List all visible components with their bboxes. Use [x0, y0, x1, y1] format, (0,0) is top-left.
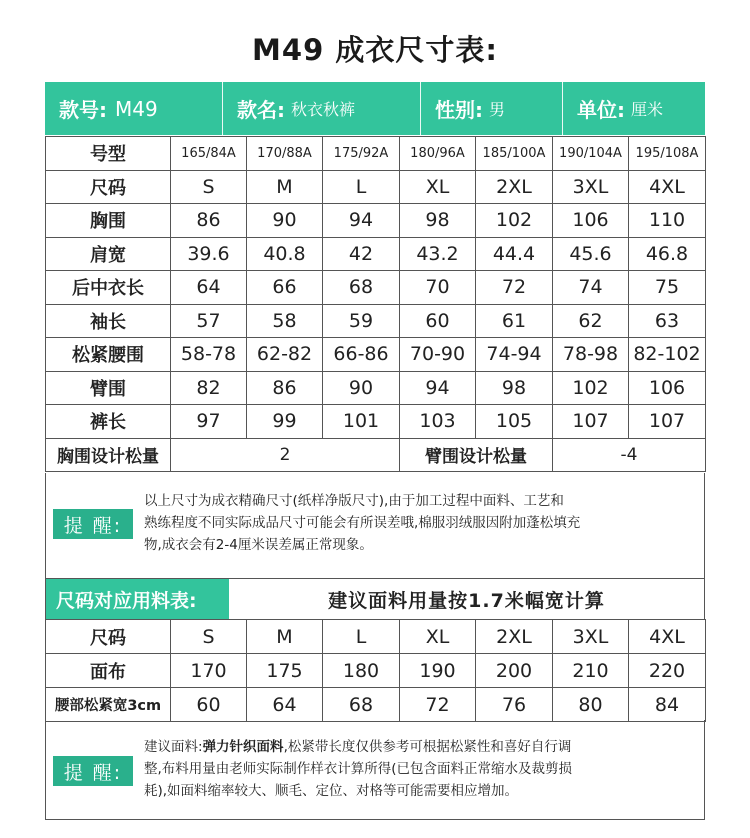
table-row — [46, 405, 706, 439]
row-label: 臂围 — [46, 371, 171, 405]
reminder-text — [144, 490, 580, 556]
row-label: 袖长 — [46, 304, 171, 338]
gender-label: 性别: — [435, 98, 483, 122]
unit-cell — [563, 82, 705, 135]
table-cell: 66-86 — [323, 338, 400, 372]
table-cell: 3XL — [553, 170, 629, 204]
row-label: 尺码 — [46, 170, 171, 204]
table-cell: 76 — [476, 688, 553, 722]
table-cell: 82-102 — [629, 338, 706, 372]
table-cell: 200 — [476, 654, 553, 688]
reminder-box-1 — [45, 473, 705, 579]
row-label: 肩宽 — [46, 237, 171, 271]
table-cell: 70 — [400, 271, 476, 305]
table-cell: XL — [400, 170, 476, 204]
table-cell: 66 — [247, 271, 323, 305]
table-cell: 86 — [171, 204, 247, 238]
table-cell: L — [323, 620, 400, 654]
style-name-cell — [223, 82, 421, 135]
table-cell: M — [247, 170, 323, 204]
table-cell: 99 — [247, 405, 323, 439]
gender-cell — [421, 82, 563, 135]
table-cell: 72 — [476, 271, 553, 305]
table-cell: S — [171, 620, 247, 654]
table-cell: 110 — [629, 204, 706, 238]
reminder-line: 熟练程度不同实际成品尺寸可能会有所误差哦,棉服羽绒服因附加蓬松填充 — [144, 515, 581, 531]
row-label: 松紧腰围 — [46, 338, 171, 372]
table-cell: 42 — [323, 237, 400, 271]
advice-emphasis: 弹力针织面料 — [202, 739, 284, 755]
table-cell: S — [171, 170, 247, 204]
table-cell: 43.2 — [400, 237, 476, 271]
table-cell: 72 — [400, 688, 476, 722]
style-name-label: 款名: — [237, 98, 285, 122]
table-cell: 102 — [476, 204, 553, 238]
fabric-section-title: 建议面料用量按1.7米幅宽计算 — [328, 590, 605, 612]
table-cell: 58 — [247, 304, 323, 338]
table-cell: 44.4 — [476, 237, 553, 271]
table-cell: 40.8 — [247, 237, 323, 271]
reminder-badge: 提 醒: — [53, 756, 133, 786]
advice-line: 整,布料用量由老师实际制作样衣计算所得(已包含面料正常缩水及裁剪损 — [144, 761, 573, 777]
table-cell: 98 — [400, 204, 476, 238]
row-label: 腰部松紧宽3cm — [46, 688, 171, 722]
table-cell: 62 — [553, 304, 629, 338]
table-cell: 39.6 — [171, 237, 247, 271]
style-number-cell — [45, 82, 223, 135]
table-cell: 70-90 — [400, 338, 476, 372]
table-cell: 74 — [553, 271, 629, 305]
table-cell: 220 — [629, 654, 706, 688]
style-name-value: 秋衣秋裤 — [291, 100, 356, 119]
model-cell: 175/92A — [323, 137, 400, 171]
table-cell: 45.6 — [553, 237, 629, 271]
reminder-box-2 — [45, 720, 705, 820]
table-cell: 101 — [323, 405, 400, 439]
model-cell: 190/104A — [553, 137, 629, 171]
reminder-line: 以上尺寸为成衣精确尺寸(纸样净版尺寸),由于加工过程中面料、工艺和 — [144, 493, 564, 509]
model-row — [46, 137, 706, 171]
page-title: M49 成衣尺寸表: — [252, 33, 498, 67]
table-cell: 190 — [400, 654, 476, 688]
table-cell: 60 — [400, 304, 476, 338]
fabric-table — [45, 619, 706, 722]
table-cell: 107 — [629, 405, 706, 439]
advice-prefix: 建议面料: — [144, 739, 203, 755]
table-cell: 98 — [476, 371, 553, 405]
table-row — [46, 204, 706, 238]
fabric-advice-text — [144, 736, 572, 802]
table-row — [46, 688, 706, 722]
table-cell: 106 — [553, 204, 629, 238]
table-row — [46, 237, 706, 271]
table-cell: 180 — [323, 654, 400, 688]
table-cell: 102 — [553, 371, 629, 405]
table-cell: 61 — [476, 304, 553, 338]
table-cell: 4XL — [629, 620, 706, 654]
table-cell: 68 — [323, 688, 400, 722]
table-cell: 170 — [171, 654, 247, 688]
reminder-line: 物,成衣会有2-4厘米误差属正常现象。 — [144, 537, 373, 553]
table-cell: 107 — [553, 405, 629, 439]
table-cell: 62-82 — [247, 338, 323, 372]
table-cell: 46.8 — [629, 237, 706, 271]
table-cell: 64 — [171, 271, 247, 305]
table-cell: 86 — [247, 371, 323, 405]
row-label: 尺码 — [46, 620, 171, 654]
table-cell: 75 — [629, 271, 706, 305]
table-cell: 94 — [323, 204, 400, 238]
table-cell: 64 — [247, 688, 323, 722]
table-cell: 68 — [323, 271, 400, 305]
table-cell: 3XL — [553, 620, 629, 654]
table-row — [46, 338, 706, 372]
model-cell: 195/108A — [629, 137, 706, 171]
table-cell: 94 — [400, 371, 476, 405]
reminder-badge: 提 醒: — [53, 509, 133, 539]
fabric-section-bar — [45, 579, 705, 620]
arm-ease-value: -4 — [553, 438, 706, 472]
chest-ease-label: 胸围设计松量 — [46, 438, 171, 472]
model-cell: 185/100A — [476, 137, 553, 171]
table-cell: L — [323, 170, 400, 204]
table-cell: 2XL — [476, 620, 553, 654]
size-table — [45, 136, 706, 472]
table-cell: 90 — [323, 371, 400, 405]
row-label: 胸围 — [46, 204, 171, 238]
style-number-value: M49 — [115, 96, 158, 121]
model-cell: 165/84A — [171, 137, 247, 171]
table-cell: 82 — [171, 371, 247, 405]
row-label: 后中衣长 — [46, 271, 171, 305]
model-cell: 170/88A — [247, 137, 323, 171]
model-cell: 180/96A — [400, 137, 476, 171]
table-cell: 57 — [171, 304, 247, 338]
table-cell: 59 — [323, 304, 400, 338]
table-cell: 63 — [629, 304, 706, 338]
style-number-label: 款号: — [59, 98, 107, 122]
gender-value: 男 — [489, 100, 506, 119]
advice-line — [144, 736, 572, 758]
table-cell: 106 — [629, 371, 706, 405]
table-cell: 105 — [476, 405, 553, 439]
table-cell: 58-78 — [171, 338, 247, 372]
ease-row — [46, 438, 706, 472]
row-label: 面布 — [46, 654, 171, 688]
table-cell: 74-94 — [476, 338, 553, 372]
table-row — [46, 620, 706, 654]
table-cell: 103 — [400, 405, 476, 439]
table-cell: 175 — [247, 654, 323, 688]
table-cell: 2XL — [476, 170, 553, 204]
table-row — [46, 654, 706, 688]
spec-header-bar — [45, 82, 705, 135]
table-cell: 210 — [553, 654, 629, 688]
table-row — [46, 271, 706, 305]
table-cell: XL — [400, 620, 476, 654]
arm-ease-label: 臂围设计松量 — [400, 438, 553, 472]
table-cell: 78-98 — [553, 338, 629, 372]
model-header: 号型 — [46, 137, 171, 171]
table-cell: 97 — [171, 405, 247, 439]
table-cell: M — [247, 620, 323, 654]
table-cell: 90 — [247, 204, 323, 238]
table-row — [46, 304, 706, 338]
table-cell: 80 — [553, 688, 629, 722]
chest-ease-value: 2 — [171, 438, 400, 472]
advice-line: 耗),如面料缩率较大、顺毛、定位、对格等可能需要相应增加。 — [144, 783, 519, 799]
table-row — [46, 371, 706, 405]
row-label: 裤长 — [46, 405, 171, 439]
unit-value: 厘米 — [631, 100, 664, 119]
unit-label: 单位: — [577, 98, 625, 122]
table-row — [46, 170, 706, 204]
fabric-section-label: 尺码对应用料表: — [46, 579, 229, 620]
table-cell: 4XL — [629, 170, 706, 204]
advice-line1-rest: ,松紧带长度仅供参考可根据松紧性和喜好自行调 — [283, 739, 572, 755]
table-cell: 84 — [629, 688, 706, 722]
table-cell: 60 — [171, 688, 247, 722]
